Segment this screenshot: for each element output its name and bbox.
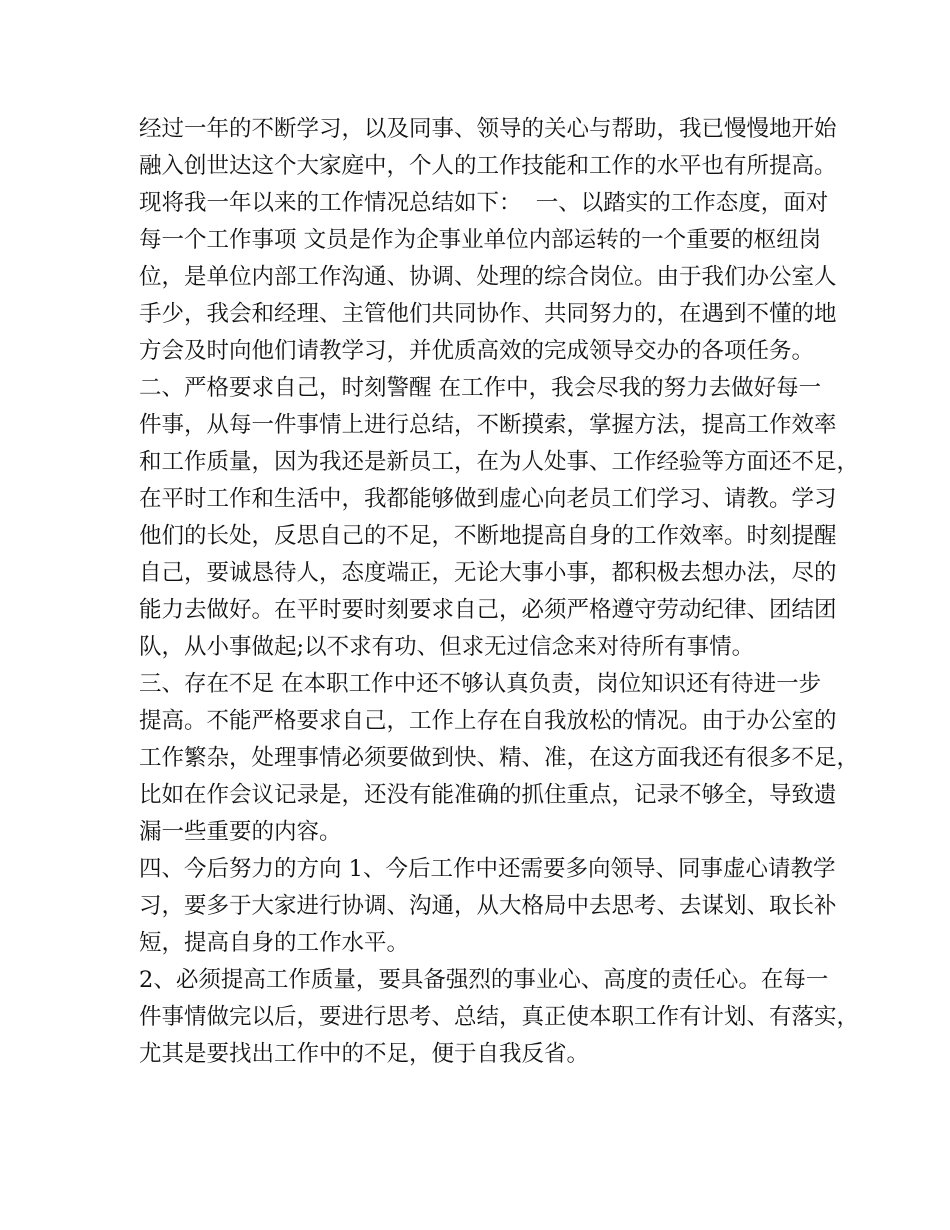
text-line: 2、必须提高工作质量，要具备强烈的事业心、高度的责任心。在每一 — [139, 967, 829, 993]
text-line: 工作繁杂，处理事情必须要做到快、精、准，在这方面我还有很多不足， — [139, 745, 860, 771]
text-line: 融入创世达这个大家庭中，个人的工作技能和工作的水平也有所提高。 — [139, 153, 837, 179]
text-line: 和工作质量，因为我还是新员工，在为人处事、工作经验等方面还不足， — [139, 449, 860, 475]
text-line: 比如在作会议记录是，还没有能准确的抓住重点，记录不够全，导致遗 — [139, 782, 837, 808]
text-line: 件事，从每一件事情上进行总结，不断摸索，掌握方法，提高工作效率 — [139, 412, 837, 438]
text-line: 尤其是要找出工作中的不足，便于自我反省。 — [139, 1041, 590, 1067]
text-line: 提高。不能严格要求自己，工作上存在自我放松的情况。由于办公室的 — [139, 708, 837, 734]
text-line: 二、严格要求自己，时刻警醒 在工作中，我会尽我的努力去做好每一 — [139, 375, 822, 401]
text-line: 手少，我会和经理、主管他们共同协作、共同努力的，在遇到不懂的地 — [139, 301, 837, 327]
text-line: 能力去做好。在平时要时刻要求自己，必须严格遵守劳动纪律、团结团 — [139, 597, 837, 623]
text-line: 在平时工作和生活中，我都能够做到虚心向老员工们学习、请教。学习 — [139, 486, 837, 512]
text-line: 短，提高自身的工作水平。 — [139, 930, 410, 956]
text-line: 自己，要诚恳待人，态度端正，无论大事小事，都积极去想办法，尽的 — [139, 560, 837, 586]
text-line: 队，从小事做起;以不求有功、但求无过信念来对待所有事情。 — [139, 634, 755, 660]
document-body — [139, 111, 860, 1073]
text-line: 四、今后努力的方向 1、今后工作中还需要多向领导、同事虚心请教学 — [139, 856, 836, 882]
text-line: 习，要多于大家进行协调、沟通，从大格局中去思考、去谋划、取长补 — [139, 893, 837, 919]
text-line: 现将我一年以来的工作情况总结如下： 一、以踏实的工作态度，面对 — [139, 190, 829, 216]
text-line: 位，是单位内部工作沟通、协调、处理的综合岗位。由于我们办公室人 — [139, 264, 837, 290]
text-line: 他们的长处，反思自己的不足，不断地提高自身的工作效率。时刻提醒 — [139, 523, 837, 549]
text-line: 每一个工作事项 文员是作为企事业单位内部运转的一个重要的枢纽岗 — [139, 227, 822, 253]
text-line: 三、存在不足 在本职工作中还不够认真负责，岗位知识还有待进一步 — [139, 671, 822, 697]
text-line: 方会及时向他们请教学习，并优质高效的完成领导交办的各项任务。 — [139, 338, 815, 364]
text-line: 经过一年的不断学习，以及同事、领导的关心与帮助，我已慢慢地开始 — [139, 116, 837, 142]
text-line: 漏一些重要的内容。 — [139, 819, 342, 845]
text-line: 件事情做完以后，要进行思考、总结，真正使本职工作有计划、有落实， — [139, 1004, 860, 1030]
